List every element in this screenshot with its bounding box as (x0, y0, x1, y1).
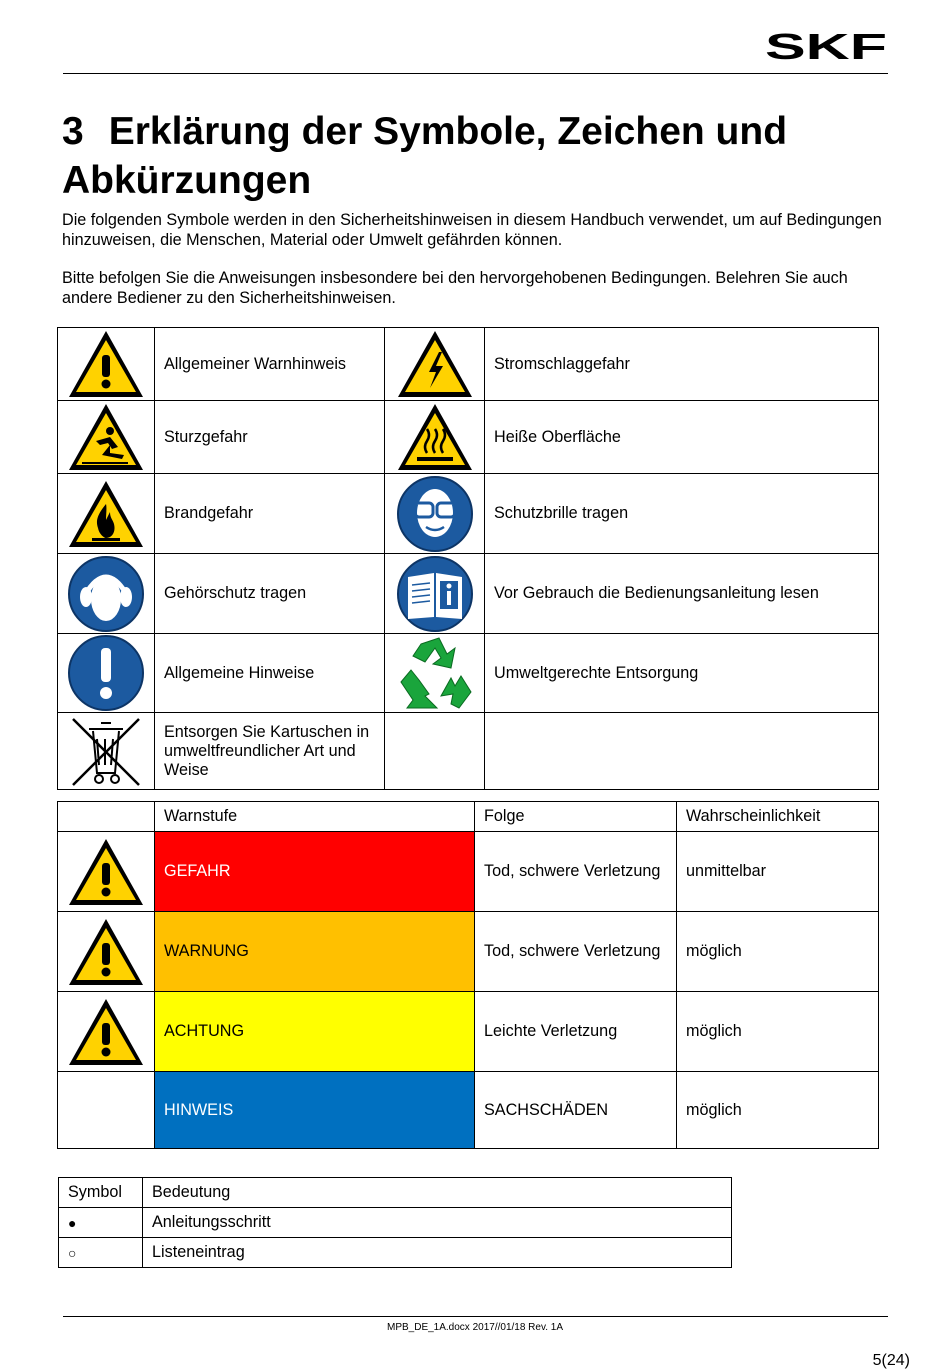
electric-shock-icon (385, 328, 484, 400)
symbol-label: Umweltgerechte Entsorgung (485, 634, 879, 713)
symbol-label: Schutzbrille tragen (485, 474, 879, 554)
level-icon-cell (58, 1072, 155, 1149)
warning-level-label: GEFAHR (155, 832, 475, 912)
levels-header-row (58, 802, 879, 832)
symbol-label: Vor Gebrauch die Bedienungsanleitung lesen (485, 554, 879, 634)
symbol-label: Sturzgefahr (155, 401, 385, 474)
legend-header-meaning: Bedeutung (143, 1178, 732, 1208)
warning-level-probability: unmittelbar (677, 832, 879, 912)
warning-level-consequence: Tod, schwere Verletzung (475, 832, 677, 912)
symbol-icon-cell (385, 401, 485, 474)
section-number: 3 (62, 110, 84, 153)
symbol-icon-cell (385, 554, 485, 634)
level-icon-cell (58, 992, 155, 1072)
symbol-label: Allgemeine Hinweise (155, 634, 385, 713)
symbol-label: Gehörschutz tragen (155, 554, 385, 634)
intro-paragraph-2: Bitte befolgen Sie die Anweisungen insbesondere bei den hervorgehobenen Bedingungen. Belehren Sie auch andere Bediener zu den Sicherheitshinweisen. (62, 269, 848, 307)
legend-row (59, 1208, 732, 1238)
warning-level-consequence: Leichte Verletzung (475, 992, 677, 1072)
warning-level-label: WARNUNG (155, 912, 475, 992)
intro-paragraph-1: Die folgenden Symbole werden in den Sicherheitshinweisen in diesem Handbuch verwendet, um auf Bedingungen hinzuweisen, die Menschen, Material oder Umwelt gefährden können. (62, 211, 882, 249)
warning-level-probability: möglich (677, 992, 879, 1072)
legend-row (59, 1238, 732, 1268)
general-notice-icon (58, 634, 154, 712)
levels-header-probability: Wahrscheinlichkeit (677, 802, 879, 832)
symbol-icon-cell (385, 328, 485, 401)
page-number: 5(24) (872, 1352, 910, 1369)
footer-doc-info: MPB_DE_1A.docx 2017//01/18 Rev. 1A (386, 1322, 564, 1333)
symbol-icon-cell (385, 634, 485, 713)
levels-header-icon (58, 802, 155, 832)
legend-table (58, 1177, 732, 1268)
symbol-icon-cell (58, 554, 155, 634)
ear-protection-icon (58, 555, 154, 633)
skf-logo (764, 30, 888, 62)
symbol-icon-cell (385, 474, 485, 554)
warning-level-label: ACHTUNG (155, 992, 475, 1072)
symbols-row (58, 328, 879, 401)
warning-level-label: HINWEIS (155, 1072, 475, 1149)
warning-level-probability: möglich (677, 1072, 879, 1149)
filled-bullet-icon: ● (59, 1208, 143, 1238)
symbols-row (58, 474, 879, 554)
warning-level-row (58, 832, 879, 912)
symbol-icon-cell (58, 713, 155, 790)
crossed-bin-icon (58, 713, 154, 789)
general-warning-icon (58, 996, 154, 1068)
level-icon-cell (58, 912, 155, 992)
fire-hazard-icon (58, 478, 154, 550)
symbols-row (58, 713, 879, 790)
warning-levels-table (57, 801, 879, 1149)
fall-hazard-icon (58, 401, 154, 473)
svg-text:SKF: SKF (765, 30, 887, 62)
symbols-table (57, 327, 879, 790)
symbols-row (58, 401, 879, 474)
legend-header-row (59, 1178, 732, 1208)
legend-header-symbol: Symbol (59, 1178, 143, 1208)
symbols-row (58, 554, 879, 634)
symbol-icon-cell (385, 713, 485, 790)
level-icon-cell (58, 832, 155, 912)
warning-level-row (58, 1072, 879, 1149)
legend-meaning: Listeneintrag (143, 1238, 732, 1268)
general-warning-icon (58, 836, 154, 908)
read-manual-icon (385, 555, 484, 633)
warning-level-consequence: SACHSCHÄDEN (475, 1072, 677, 1149)
warning-level-row (58, 912, 879, 992)
symbol-label: Heiße Oberfläche (485, 401, 879, 474)
symbol-icon-cell (58, 474, 155, 554)
page-title (62, 107, 892, 205)
footer-rule (63, 1316, 888, 1317)
hollow-bullet-icon: ○ (59, 1238, 143, 1268)
warning-level-probability: möglich (677, 912, 879, 992)
symbols-row (58, 634, 879, 713)
general-warning-icon (58, 328, 154, 400)
warning-level-row (58, 992, 879, 1072)
symbol-label (485, 713, 879, 790)
symbol-icon-cell (58, 328, 155, 401)
safety-goggles-icon (385, 475, 484, 553)
symbol-icon-cell (58, 401, 155, 474)
symbol-icon-cell (58, 634, 155, 713)
symbol-label: Brandgefahr (155, 474, 385, 554)
section-title: Erklärung der Symbole, Zeichen und Abkürzungen (62, 110, 788, 202)
symbol-label: Stromschlaggefahr (485, 328, 879, 401)
symbol-label: Entsorgen Sie Kartuschen in umweltfreundlicher Art und Weise (155, 713, 385, 790)
header-rule (63, 73, 888, 74)
warning-level-consequence: Tod, schwere Verletzung (475, 912, 677, 992)
general-warning-icon (58, 916, 154, 988)
symbol-label: Allgemeiner Warnhinweis (155, 328, 385, 401)
legend-meaning: Anleitungsschritt (143, 1208, 732, 1238)
levels-header-consequence: Folge (475, 802, 677, 832)
hot-surface-icon (385, 401, 484, 473)
recycling-icon (385, 634, 484, 712)
levels-header-level: Warnstufe (155, 802, 475, 832)
